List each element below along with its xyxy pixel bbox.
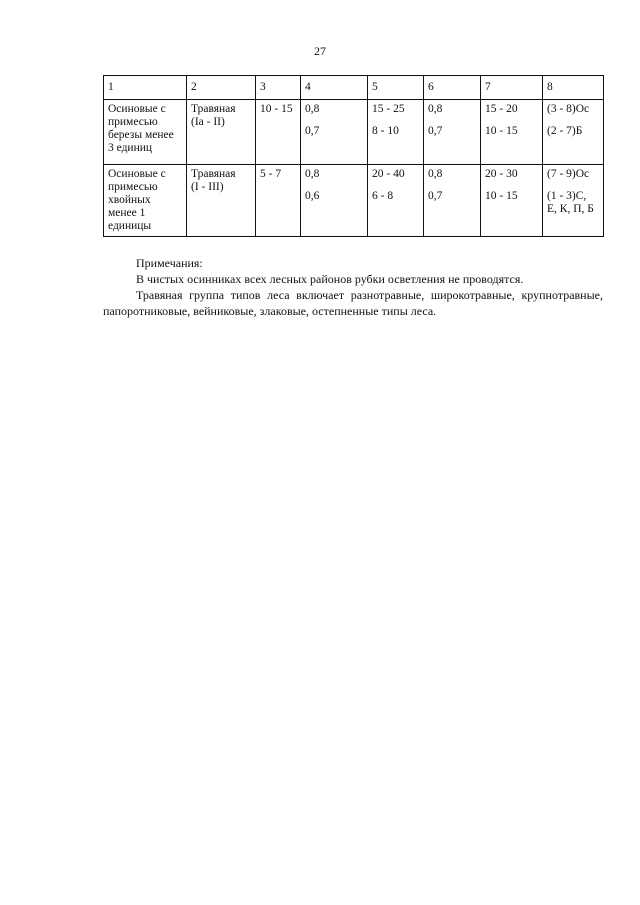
group-line: (Iа - II)	[191, 116, 225, 128]
composition-line: (1 - 3)С,	[547, 190, 587, 202]
species-line: единицы	[108, 220, 152, 232]
composition-line: Е, К, П, Б	[547, 203, 594, 215]
repeat-cell	[481, 100, 543, 165]
header-cell: 6	[424, 76, 481, 100]
header-cell: 3	[256, 76, 301, 100]
density-before: 0,8	[305, 168, 320, 180]
density-after: 0,6	[305, 190, 320, 202]
after-second: 0,7	[428, 125, 443, 137]
group-line: (I - III)	[191, 181, 224, 193]
species-line: Осиновые с	[108, 168, 166, 180]
density-after: 0,7	[305, 125, 320, 137]
repeat-first: 20 - 30	[485, 168, 518, 180]
intensity-first: 15 - 25	[372, 103, 405, 115]
repeat-second: 10 - 15	[485, 125, 518, 137]
composition-line: (7 - 9)Ос	[547, 168, 590, 180]
header-cell: 5	[368, 76, 424, 100]
intensity-second: 8 - 10	[372, 125, 399, 137]
header-cell: 7	[481, 76, 543, 100]
forest-group-cell	[187, 100, 256, 165]
header-cell: 4	[301, 76, 368, 100]
intensity-cell	[368, 165, 424, 237]
composition-line: (2 - 7)Б	[547, 125, 583, 137]
table-header-row	[104, 76, 604, 100]
forest-group-cell	[187, 165, 256, 237]
group-line: Травяная	[191, 103, 236, 115]
species-cell	[104, 100, 187, 165]
after-second: 0,7	[428, 190, 443, 202]
page-number: 27	[314, 44, 326, 58]
note-paragraph: Травяная группа типов леса включает разнотравные, широкотравные, крупнотравные, папоротниковые, вейниковые, злаковые, остепненные типы леса.	[103, 288, 603, 318]
header-cell: 2	[187, 76, 256, 100]
species-line: Осиновые с	[108, 103, 166, 115]
age-cell: 5 - 7	[256, 165, 301, 237]
age-cell: 10 - 15	[256, 100, 301, 165]
species-line: 3 единиц	[108, 142, 153, 154]
composition-cell	[543, 165, 604, 237]
after-first: 0,8	[428, 168, 443, 180]
header-cell: 1	[104, 76, 187, 100]
thinning-table	[103, 75, 604, 237]
repeat-cell	[481, 165, 543, 237]
species-line: примесью	[108, 116, 158, 128]
species-line: березы менее	[108, 129, 174, 141]
note-paragraph: В чистых осинниках всех лесных районов рубки осветления не проводятся.	[136, 272, 524, 286]
repeat-second: 10 - 15	[485, 190, 518, 202]
intensity-first: 20 - 40	[372, 168, 405, 180]
repeat-first: 15 - 20	[485, 103, 518, 115]
density-before: 0,8	[305, 103, 320, 115]
notes-section	[103, 255, 603, 319]
composition-cell	[543, 100, 604, 165]
after-density-cell	[424, 100, 481, 165]
density-cell	[301, 165, 368, 237]
species-line: примесью	[108, 181, 158, 193]
table-row	[104, 165, 604, 237]
species-line: менее 1	[108, 207, 146, 219]
group-line: Травяная	[191, 168, 236, 180]
density-cell	[301, 100, 368, 165]
composition-line: (3 - 8)Ос	[547, 103, 590, 115]
header-cell: 8	[543, 76, 604, 100]
table-row	[104, 100, 604, 165]
after-first: 0,8	[428, 103, 443, 115]
intensity-second: 6 - 8	[372, 190, 394, 202]
notes-title: Примечания:	[136, 256, 203, 270]
species-cell	[104, 165, 187, 237]
species-line: хвойных	[108, 194, 151, 206]
after-density-cell	[424, 165, 481, 237]
intensity-cell	[368, 100, 424, 165]
